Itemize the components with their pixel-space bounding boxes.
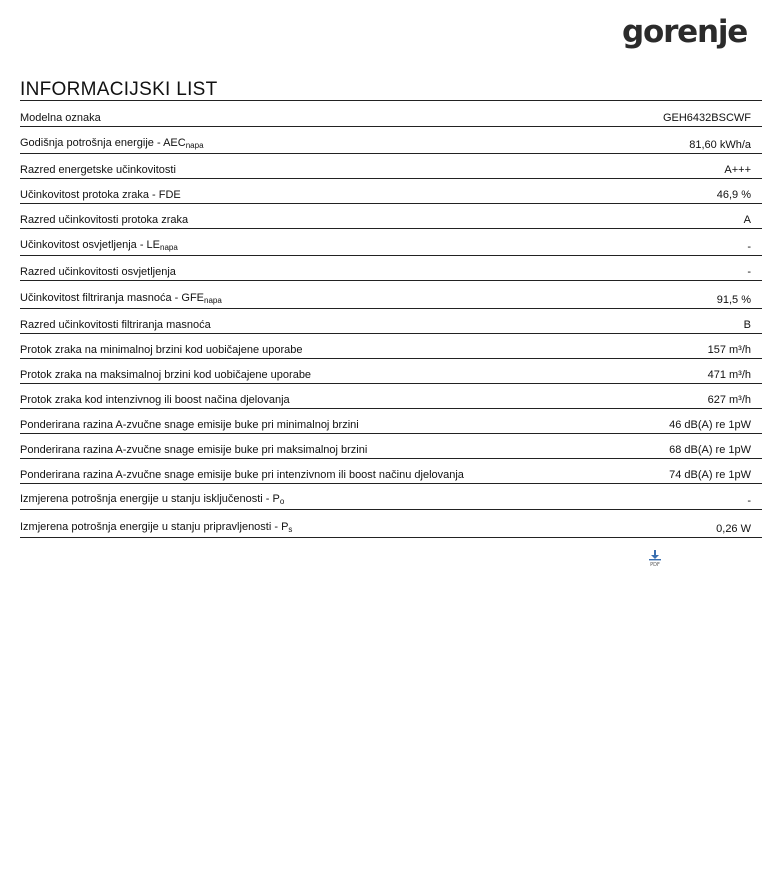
row-label-subscript: napa (204, 296, 222, 305)
row-label-subscript: s (288, 525, 293, 534)
row-label-text: Izmjerena potrošnja energije u stanju pripravljenosti - P (20, 521, 289, 533)
row-value: 74 dB(A) re 1pW (669, 469, 751, 481)
row-value: B (743, 319, 751, 331)
table-row (20, 359, 762, 384)
row-label-text: Razred učinkovitosti osvjetljenja (20, 266, 176, 278)
row-label (20, 419, 359, 432)
row-label-text: Razred energetske učinkovitosti (20, 164, 176, 176)
row-value: GEH6432BSCWF (662, 112, 751, 124)
row-label (20, 444, 367, 457)
row-label-subscript: o (279, 497, 285, 506)
row-label (20, 214, 188, 227)
page-title: INFORMACIJSKI LIST (20, 80, 762, 101)
row-value: A (743, 214, 751, 226)
row-label-text: Razred učinkovitosti filtriranja masnoća (20, 319, 211, 331)
row-label-text: Protok zraka na maksimalnoj brzini kod uobičajene uporabe (20, 369, 312, 381)
row-label-text: Godišnja potrošnja energije - AEC (20, 137, 186, 149)
row-label-subscript: napa (160, 243, 178, 252)
row-label (20, 493, 284, 508)
row-label (20, 239, 178, 254)
row-label-text: Protok zraka kod intenzivnog ili boost načina djelovanja (20, 394, 290, 406)
row-value: 627 m³/h (707, 394, 751, 406)
row-value: 46,9 % (716, 189, 751, 201)
table-row (20, 154, 762, 179)
table-row (20, 334, 762, 359)
table-row (20, 204, 762, 229)
row-value: 0,26 W (716, 523, 751, 535)
table-row (20, 434, 762, 459)
row-value: 68 dB(A) re 1pW (669, 444, 751, 456)
row-label (20, 112, 101, 125)
row-value: 471 m³/h (707, 369, 751, 381)
row-label (20, 344, 303, 357)
table-row (20, 179, 762, 204)
table-row (20, 510, 762, 538)
row-label (20, 394, 290, 407)
table-row (20, 102, 762, 127)
info-table (20, 102, 762, 538)
row-label-text: Modelna oznaka (20, 112, 101, 124)
row-value: 157 m³/h (707, 344, 751, 356)
table-row (20, 229, 762, 256)
table-row (20, 409, 762, 434)
row-label (20, 292, 222, 307)
row-label-text: Učinkovitost protoka zraka - FDE (20, 189, 181, 201)
gorenje-logo: gorenje (622, 14, 748, 50)
row-value: - (747, 266, 751, 278)
pdf-label: PDF (650, 562, 660, 567)
row-label-text: Ponderirana razina A-zvučne snage emisije buke pri intenzivnom ili boost načinu djelovanja (20, 469, 464, 481)
row-label (20, 137, 204, 152)
row-value: 91,5 % (716, 294, 751, 306)
row-label (20, 164, 176, 177)
row-label-text: Razred učinkovitosti protoka zraka (20, 214, 189, 226)
row-label-text: Učinkovitost filtriranja masnoća - GFE (20, 292, 204, 304)
row-label (20, 521, 292, 536)
row-label-text: Ponderirana razina A-zvučne snage emisije buke pri maksimalnoj brzini (20, 444, 368, 456)
row-label-text: Izmjerena potrošnja energije u stanju isključenosti - P (20, 493, 280, 505)
row-label (20, 319, 211, 332)
row-label-text: Učinkovitost osvjetljenja - LE (20, 239, 161, 251)
row-value: A+++ (724, 164, 751, 176)
table-row (20, 309, 762, 334)
table-row (20, 484, 762, 510)
row-label (20, 189, 181, 202)
row-label (20, 266, 176, 279)
row-label (20, 469, 464, 482)
table-row (20, 459, 762, 484)
table-row (20, 281, 762, 309)
table-row (20, 256, 762, 281)
row-value: 81,60 kWh/a (689, 139, 751, 151)
row-label-text: Protok zraka na minimalnoj brzini kod uobičajene uporabe (20, 344, 303, 356)
row-label-text: Ponderirana razina A-zvučne snage emisije buke pri minimalnoj brzini (20, 419, 359, 431)
table-row (20, 384, 762, 409)
table-row (20, 127, 762, 154)
row-label (20, 369, 311, 382)
row-value: - (747, 495, 751, 507)
pdf-download-icon[interactable] (648, 549, 662, 567)
row-value: 46 dB(A) re 1pW (669, 419, 751, 431)
row-label-subscript: napa (185, 141, 204, 150)
row-value: - (747, 241, 751, 253)
